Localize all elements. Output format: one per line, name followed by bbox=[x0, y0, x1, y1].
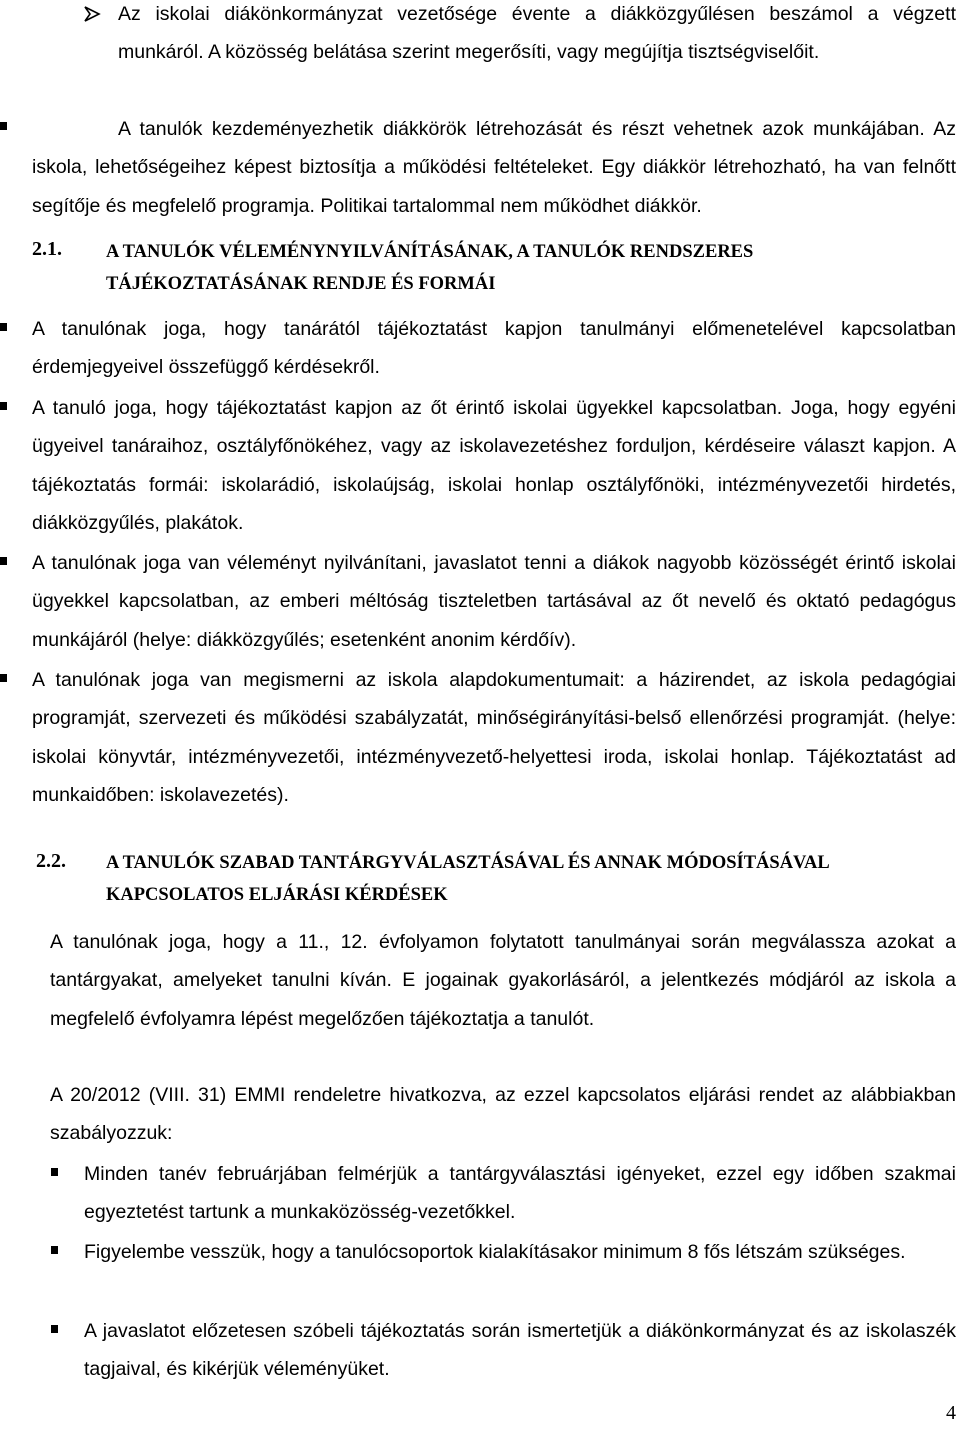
list-item-text: A tanulónak joga, hogy tanárától tájékoztatást kapjon tanulmányi előmenetelével kapcsolatban érdemjegyeivel összefüggő kérdésekről. bbox=[32, 318, 956, 379]
section-title bbox=[106, 236, 956, 300]
list-item-text: Minden tanév februárjában felmérjük a tantárgyválasztási igényeket, ezzel egy időben szakmai egyeztetést tartunk a munkaközösség-vezetőkkel. bbox=[84, 1163, 956, 1224]
arrow-item-text: Az iskolai diákönkormányzat vezetősége évente a diákközgyűlésen beszámol a végzett munkáról. A közösség belátása szerint megerősíti, vagy megújítja tisztségviselőit. bbox=[118, 3, 956, 64]
square-bullet-icon bbox=[0, 323, 7, 331]
section-title-line: A TANULÓK SZABAD TANTÁRGYVÁLASZTÁSÁVAL ÉS ANNAK MÓDOSÍTÁSÁVAL bbox=[106, 853, 830, 873]
section-number: 2.1. bbox=[32, 238, 62, 260]
square-bullet-icon bbox=[0, 122, 7, 130]
list-item-text: Figyelembe vesszük, hogy a tanulócsoportok kialakításakor minimum 8 fős létszám szükséges. bbox=[84, 1241, 906, 1263]
section-title-line: A TANULÓK VÉLEMÉNYNYILVÁNÍTÁSÁNAK, A TANULÓK RENDSZERES bbox=[106, 242, 754, 262]
list-item-text: A tanulónak joga van véleményt nyilvánítani, javaslatot tenni a diákok nagyobb közösségét érintő iskolai ügyekkel kapcsolatban, az emberi méltóság tiszteletben tartásával az őt nevelő és oktató pedagógus munkájáról (helye: diákközgyűlés; esetenként anonim kérdőív). bbox=[32, 552, 956, 651]
section-title bbox=[106, 847, 956, 911]
list-item-text: A javaslatot előzetesen szóbeli tájékoztatás során ismertetjük a diákönkormányzat és az iskolaszék tagjaival, és kikérjük véleményüket. bbox=[84, 1320, 956, 1381]
arrow-bullet-icon bbox=[83, 6, 101, 22]
section-title-line: TÁJÉKOZTATÁSÁNAK RENDJE ÉS FORMÁI bbox=[106, 274, 496, 294]
paragraph: A tanulónak joga, hogy a 11., 12. évfolyamon folytatott tanulmányai során megválassza azokat a tantárgyakat, amelyeket tanulni kíván. E jogainak gyakorlásáról, a jelentkezés módjáról az iskola a megfelelő évfolyamra lépést megelőzően tájékoztatja a tanulót. bbox=[50, 931, 956, 1030]
list-item-text: A tanuló joga, hogy tájékoztatást kapjon az őt érintő iskolai ügyekkel kapcsolatban. Joga, hogy egyéni ügyeivel tanáraihoz, osztályfőnökéhez, vagy az iskolavezetéshez forduljon, kérdéseire választ kapjon. A tájékoztatás formái: iskolarádió, iskolaújság, iskolai honlap osztályfőnöki, intézményvezetői hirdetés, diákközgyűlés, plakátok. bbox=[32, 397, 956, 535]
section-title-line: KAPCSOLATOS ELJÁRÁSI KÉRDÉSEK bbox=[106, 885, 448, 905]
list-item-clubs bbox=[0, 110, 960, 220]
square-bullet-icon bbox=[51, 1325, 58, 1333]
paragraph: A 20/2012 (VIII. 31) EMMI rendeletre hivatkozva, az ezzel kapcsolatos eljárási rendet az alábbiakban szabályozzuk: bbox=[50, 1084, 956, 1145]
section-number: 2.2. bbox=[36, 850, 66, 872]
square-bullet-icon bbox=[0, 402, 7, 410]
page-number: 4 bbox=[946, 1402, 956, 1424]
square-bullet-icon bbox=[51, 1246, 58, 1254]
list-item-text: A tanulónak joga van megismerni az iskola alapdokumentumait: a házirendet, az iskola pedagógiai programját, szervezeti és működési szabályzatát, minőségirányítási-belső ellenőrzési programját. (helye: iskolai könyvtár, intézményvezetői, intézményvezető-helyettesi iroda, iskolai honlap. Tájékoztatást ad munkaidőben: iskolavezetés). bbox=[32, 669, 956, 807]
square-bullet-icon bbox=[0, 557, 7, 565]
clubs-text: A tanulók kezdeményezhetik diákkörök létrehozását és részt vehetnek azok munkájában. Az iskola, lehetőségeihez képest biztosítja a működési feltételeket. Egy diákkör létrehozható, ha van felnőtt segítője és megfelelő programja. Politikai tartalommal nem működhet diákkör. bbox=[32, 118, 956, 217]
square-bullet-icon bbox=[0, 674, 7, 682]
arrow-list-item bbox=[0, 0, 960, 110]
square-bullet-icon bbox=[51, 1168, 58, 1176]
